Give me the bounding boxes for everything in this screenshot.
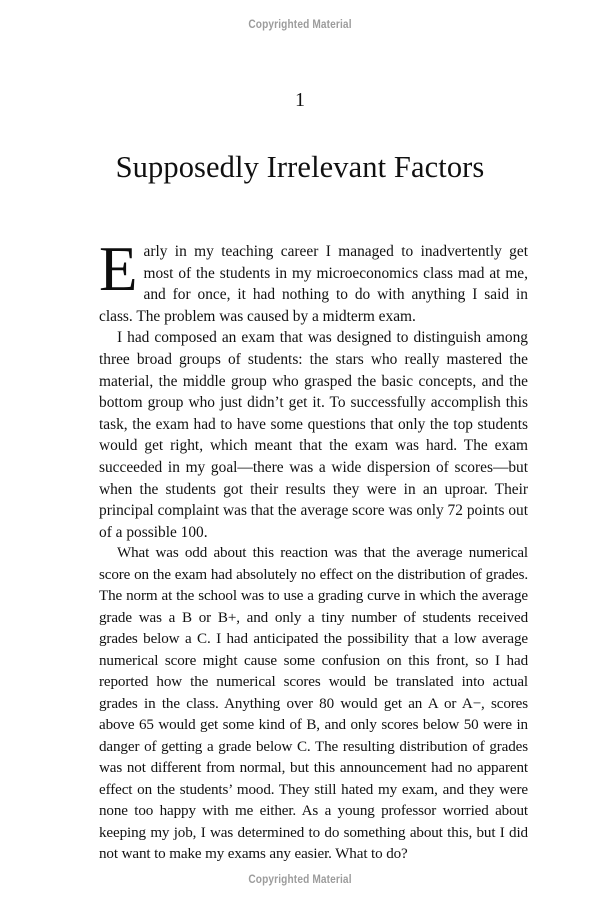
paragraph-2: I had composed an exam that was designed to distinguish among three broad groups of students: the stars who really mastered the material, the middle group who grasped the basic concepts, and the bottom group who just didn’t get it. To successfully accomplish this task, the exam had to have some questions that only the top students would get right, which meant that the exam was hard. The exam succeeded in my goal—there was a wide dispersion of scores—but when the students got their results they were in an uproar. Their principal complaint was that the average score was only 72 points out of a possible 100. [99, 329, 528, 541]
body-text-column [99, 234, 528, 866]
copyright-watermark-top: Copyrighted Material [248, 19, 352, 31]
drop-cap-letter: E [99, 234, 138, 304]
chapter-title: Supposedly Irrelevant Factors [115, 150, 485, 185]
paragraph-3: What was odd about this reaction was that the average numerical score on the exam had absolutely no effect on the distribution of grades. The norm at the school was to use a grading curve in which the average grade was a B or B+, and only a tiny number of students received grades below a C. I had anticipated the possibility that a low average numerical score might cause some confusion on this front, so I had reported how the numerical scores would be translated into actual grades in the class. Anything over 80 would get an A or A−, scores above 65 would get some kind of B, and only scores below 50 were in danger of getting a grade below C. The resulting distribution of grades was not different from normal, but this announcement had no apparent effect on the students’ mood. They still hated my exam, and they were none too happy with me either. As a young professor worried about keeping my job, I was determined to do something about this, but I did not want to make my exams any easier. What to do? [99, 545, 528, 863]
copyright-watermark-bottom: Copyrighted Material [248, 874, 352, 886]
chapter-number: 1 [295, 89, 305, 111]
paragraph-1-text: arly in my teaching career I managed to inadvertently get most of the students in my microeconomics class mad at me, and for once, it had nothing to do with anything I said in class. The problem was caused by a midterm exam. [99, 243, 528, 325]
paragraph-1 [99, 234, 528, 327]
